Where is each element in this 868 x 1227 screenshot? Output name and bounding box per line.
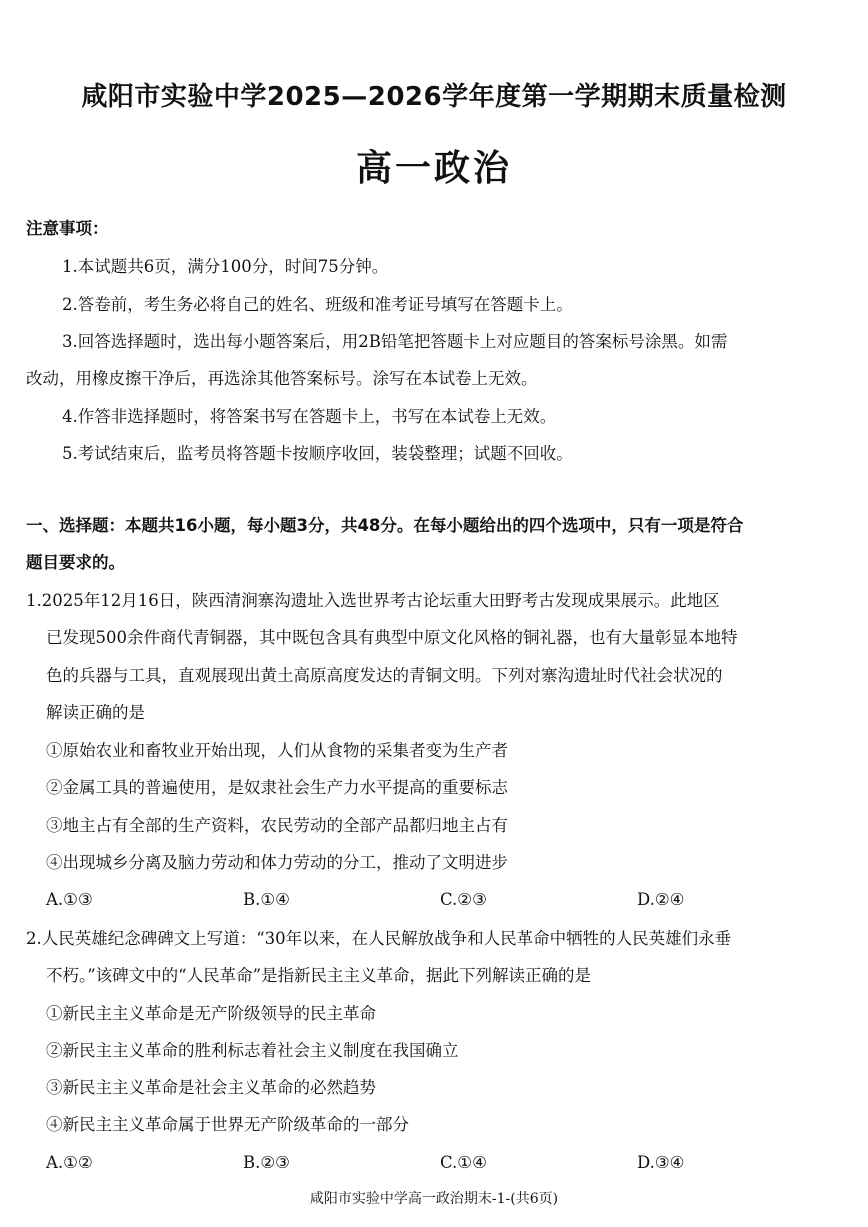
option-d[interactable]: D.②④ [637,890,685,909]
option-b[interactable]: B.②③ [243,1153,290,1172]
question-2-statement: ③新民主主义革命是社会主义革命的必然趋势 [46,1078,376,1097]
notice-item: 4.作答非选择题时，将答案书写在答题卡上，书写在本试卷上无效。 [62,407,557,426]
exam-subject: 高一政治 [355,148,512,189]
question-1-statement: ②金属工具的普遍使用，是奴隶社会生产力水平提高的重要标志 [46,778,508,797]
section-heading-continued: 题目要求的。 [26,553,125,572]
question-2-statement: ④新民主主义革命属于世界无产阶级革命的一部分 [46,1115,409,1134]
option-a[interactable]: A.①② [46,1153,93,1172]
question-1-stem-line: 色的兵器与工具，直观展现出黄土高原高度发达的青铜文明。下列对寨沟遗址时代社会状况的 [46,666,723,685]
page-footer: 咸阳市实验中学高一政治期末-1-(共6页) [309,1191,559,1207]
option-d[interactable]: D.③④ [637,1153,685,1172]
option-c[interactable]: C.①④ [440,1153,487,1172]
option-c[interactable]: C.②③ [440,890,487,909]
notice-item: 5.考试结束后，监考员将答题卡按顺序收回，装袋整理；试题不回收。 [62,444,573,463]
section-heading: 一、选择题：本题共16小题，每小题3分，共48分。在每小题给出的四个选项中，只有一项是符合 [26,516,744,535]
question-1-stem: 1.2025年12月16日，陕西清涧寨沟遗址入选世界考古论坛重大田野考古发现成果展示。此地区 [26,591,720,610]
question-2-stem-line: 不朽。”该碑文中的“人民革命”是指新民主主义革命，据此下列解读正确的是 [46,966,592,985]
notice-item-continued: 改动，用橡皮擦干净后，再选涂其他答案标号。涂写在本试卷上无效。 [26,369,538,388]
notice-item: 3.回答选择题时，选出每小题答案后，用2B铅笔把答题卡上对应题目的答案标号涂黑。如需 [62,332,728,351]
question-2-options [46,1152,846,1176]
question-2-statement: ①新民主主义革命是无产阶级领导的民主革命 [46,1004,376,1023]
notice-item: 2.答卷前，考生务必将自己的姓名、班级和准考证号填写在答题卡上。 [62,295,573,314]
question-2-stem: 2.人民英雄纪念碑碑文上写道：“30年以来，在人民解放战争和人民革命中牺牲的人民英雄们永垂 [26,929,732,948]
exam-title: 咸阳市实验中学2025—2026学年度第一学期期末质量检测 [81,82,787,112]
question-1-stem-line: 已发现500余件商代青铜器，其中既包含具有典型中原文化风格的铜礼器，也有大量彰显本地特 [46,628,738,647]
question-1-statement: ③地主占有全部的生产资料，农民劳动的全部产品都归地主占有 [46,816,508,835]
notice-item: 1.本试题共6页，满分100分，时间75分钟。 [62,257,389,276]
option-b[interactable]: B.①④ [243,890,290,909]
question-1-statement: ①原始农业和畜牧业开始出现，人们从食物的采集者变为生产者 [46,741,508,760]
option-a[interactable]: A.①③ [46,890,93,909]
question-2-statement: ②新民主主义革命的胜利标志着社会主义制度在我国确立 [46,1041,459,1060]
notice-heading: 注意事项： [26,219,109,238]
question-1-stem-line: 解读正确的是 [46,703,145,722]
question-1-statement: ④出现城乡分离及脑力劳动和体力劳动的分工，推动了文明进步 [46,853,508,872]
question-1-options [46,889,846,913]
